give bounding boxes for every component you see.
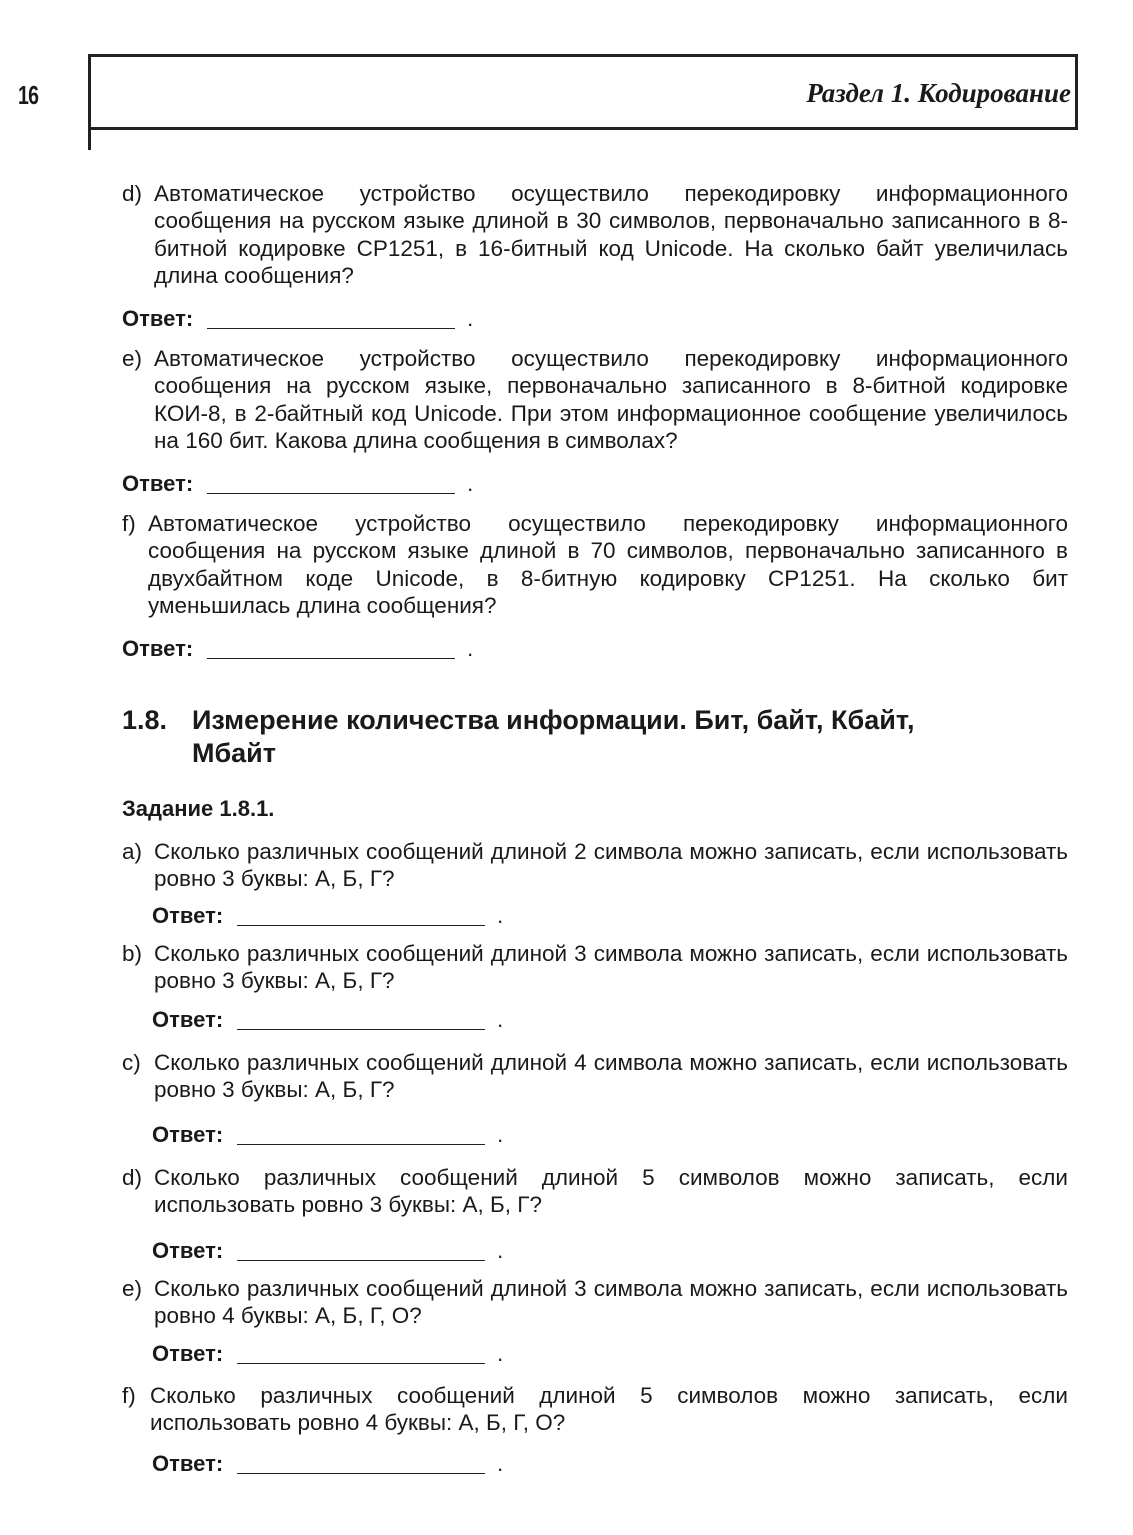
answer-blank[interactable] [237, 1345, 485, 1364]
answer-row [152, 1341, 503, 1367]
answer-blank[interactable] [237, 1455, 485, 1474]
exercise-item-f [122, 510, 1068, 619]
item-marker: c) [122, 1050, 141, 1075]
answer-dot: . [497, 1122, 504, 1147]
answer-dot: . [467, 306, 474, 331]
section-heading [122, 704, 1022, 770]
answer-dot: . [497, 1007, 504, 1032]
answer-label: Ответ: [122, 306, 194, 331]
task-item-e [122, 1275, 1068, 1330]
answer-blank[interactable] [207, 640, 455, 659]
answer-dot: . [497, 1451, 504, 1476]
item-marker: e) [122, 1276, 143, 1301]
answer-blank[interactable] [237, 907, 485, 926]
exercise-item-d [122, 180, 1068, 289]
task-item-f [122, 1382, 1068, 1437]
task-item-d [122, 1164, 1068, 1219]
task-item-c [122, 1049, 1068, 1104]
item-marker: d) [122, 181, 143, 206]
answer-row [122, 636, 473, 662]
item-text: Сколько различных сообщений длиной 3 символа можно записать, если использовать ровно 4 буквы: А, Б, Г, О? [154, 1276, 1068, 1329]
task-item-b [122, 940, 1068, 995]
section-title: Раздел 1. Кодирование [806, 78, 1071, 108]
item-text: Сколько различных сообщений длиной 3 символа можно записать, если использовать ровно 3 буквы: А, Б, Г? [154, 941, 1068, 994]
answer-row [152, 1122, 503, 1148]
page-number: 16 [18, 80, 39, 110]
answer-dot: . [467, 636, 474, 661]
item-marker: a) [122, 839, 143, 864]
answer-label: Ответ: [152, 1007, 224, 1032]
item-text: Сколько различных сообщений длиной 4 символа можно записать, если использовать ровно 3 буквы: А, Б, Г? [154, 1050, 1068, 1103]
item-marker: d) [122, 1165, 143, 1190]
answer-dot: . [497, 1341, 504, 1366]
item-text: Автоматическое устройство осуществило перекодировку информационного сообщения на русском языке длиной в 30 символов, первоначально записанного в 8-битной кодировке CP1251, в 16-битный код Unicode. На сколько байт увеличилась длина сообщения? [154, 181, 1068, 288]
answer-row [152, 903, 503, 929]
answer-blank[interactable] [237, 1011, 485, 1030]
answer-row [152, 1451, 503, 1477]
heading-line1: Измерение количества информации. Бит, байт, Кбайт, [192, 705, 915, 735]
answer-label: Ответ: [122, 471, 194, 496]
answer-blank[interactable] [237, 1242, 485, 1261]
answer-label: Ответ: [152, 1238, 224, 1263]
item-text: Сколько различных сообщений длиной 5 символов можно записать, если использовать ровно 4 буквы: А, Б, Г, О? [150, 1383, 1068, 1436]
answer-label: Ответ: [152, 1122, 224, 1147]
item-marker: f) [122, 1383, 136, 1408]
item-text: Автоматическое устройство осуществило перекодировку информационного сообщения на русском языке, первоначально записанного в 8-битной кодировке КОИ-8, в 2-байтный код Unicode. При этом информационное сообщение увеличилось на 160 бит. Какова длина сообщения в символах? [154, 346, 1068, 453]
item-marker: e) [122, 346, 143, 371]
item-text: Сколько различных сообщений длиной 2 символа можно записать, если использовать ровно 3 буквы: А, Б, Г? [154, 839, 1068, 892]
task-title: Задание 1.8.1. [122, 796, 275, 821]
answer-blank[interactable] [207, 475, 455, 494]
answer-dot: . [467, 471, 474, 496]
item-marker: f) [122, 511, 136, 536]
heading-number: 1.8. [122, 705, 168, 735]
answer-label: Ответ: [122, 636, 194, 661]
task-item-a [122, 838, 1068, 893]
item-text: Сколько различных сообщений длиной 5 символов можно записать, если использовать ровно 3 буквы: А, Б, Г? [154, 1165, 1068, 1218]
answer-row [152, 1007, 503, 1033]
item-marker: b) [122, 941, 143, 966]
header-divider [88, 128, 91, 150]
answer-label: Ответ: [152, 903, 224, 928]
answer-row [122, 471, 473, 497]
answer-label: Ответ: [152, 1341, 224, 1366]
answer-dot: . [497, 1238, 504, 1263]
item-text: Автоматическое устройство осуществило перекодировку информационного сообщения на русском языке длиной в 70 символов, первоначально записанного в двухбайтном коде Unicode, в 8-битную кодировку CP1251. На сколько бит уменьшилась длина сообщения? [148, 511, 1068, 618]
answer-blank[interactable] [207, 310, 455, 329]
answer-blank[interactable] [237, 1126, 485, 1145]
answer-row [152, 1238, 503, 1264]
answer-label: Ответ: [152, 1451, 224, 1476]
heading-line2: Мбайт [192, 738, 277, 768]
exercise-item-e [122, 345, 1068, 454]
answer-dot: . [497, 903, 504, 928]
answer-row [122, 306, 473, 332]
